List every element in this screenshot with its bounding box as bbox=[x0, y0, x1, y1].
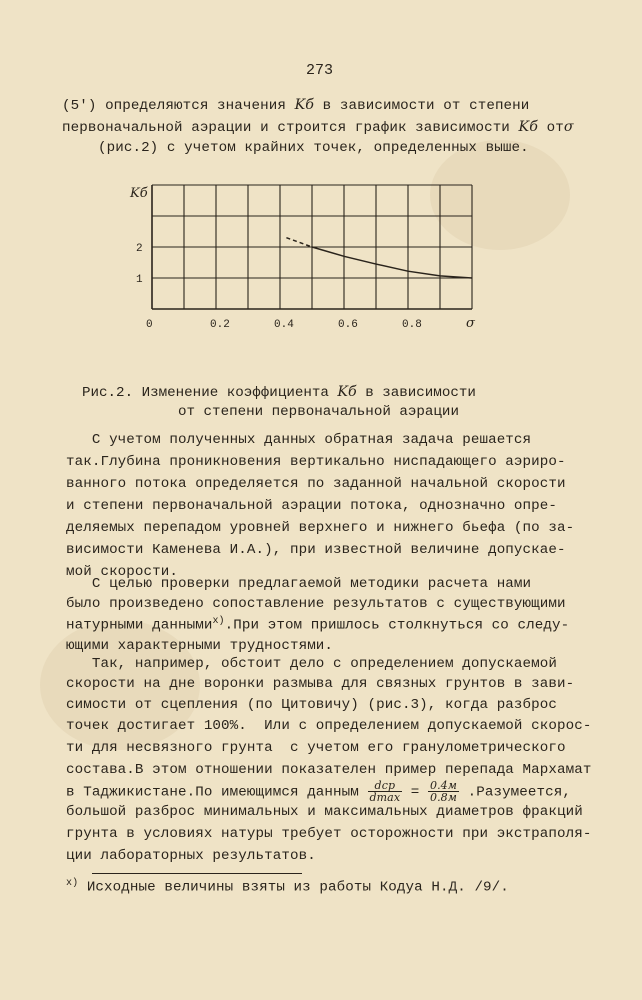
para2-line: было произведено сопоставление результатов с существующими bbox=[66, 596, 566, 612]
x-tick-label: 0.4 bbox=[274, 319, 294, 331]
chart-kb-vs-sigma bbox=[0, 0, 642, 380]
caption-text: в зависимости bbox=[356, 385, 476, 401]
para1-line: ванного потока определяется по заданной начальной скорости bbox=[66, 476, 566, 492]
page-number: 273 bbox=[306, 62, 334, 79]
y-axis-label: Kб bbox=[130, 186, 148, 201]
series-line-solid bbox=[312, 247, 472, 278]
fraction-denominator: dmax bbox=[369, 791, 401, 804]
footnote-mark: x) bbox=[66, 878, 79, 889]
para2-line-3 bbox=[66, 616, 569, 634]
para1-line: деляемых перепадом уровней верхнего и нижнего бьефа (по за- bbox=[66, 520, 575, 536]
para1-line: так.Глубина проникновения вертикально ниспадающего аэриро- bbox=[66, 454, 566, 470]
para3-line: ти для несвязного грунта с учетом его гранулометрического bbox=[66, 740, 566, 756]
footnote-rule bbox=[92, 873, 302, 874]
intro-text: (5') определяются значения bbox=[62, 98, 295, 114]
para1-line: С учетом полученных данных обратная задача решается bbox=[66, 432, 532, 448]
x-tick-label: 0.2 bbox=[210, 319, 230, 331]
para3-line: грунта в условиях натуры требует осторожности при экстраполя- bbox=[66, 826, 592, 842]
para3-line: скорости на дне воронки размыва для связных грунтов в зави- bbox=[66, 676, 575, 692]
para3-text: в Таджикистане.По имеющимся данным bbox=[66, 784, 368, 801]
figure-caption-line-2: от степени первоначальной аэрации bbox=[178, 404, 459, 420]
para2-line: С целью проверки предлагаемой методики расчета нами bbox=[66, 576, 532, 592]
footnote-ref: x) bbox=[212, 616, 225, 627]
para1-line: мой скорости. bbox=[66, 564, 178, 580]
y-tick-label: 1 bbox=[136, 274, 143, 286]
y-tick-label: 2 bbox=[136, 243, 143, 255]
para3-line: состава.В этом отношении показателен пример перепада Мархамат bbox=[66, 762, 592, 778]
para3-line: симости от сцепления (по Цитовичу) (рис.3), когда разброс bbox=[66, 697, 557, 713]
symbol-kb: Kб bbox=[518, 119, 539, 135]
footnote-text: Исходные величины взяты из работы Кодуа Н.Д. /9/. bbox=[78, 879, 509, 896]
para2-line: ющими характерными трудностями. bbox=[66, 638, 334, 654]
intro-text: в зависимости от степени bbox=[314, 98, 530, 114]
intro-line-3: (рис.2) с учетом крайних точек, определенных выше. bbox=[98, 140, 529, 156]
equals-sign: = bbox=[402, 784, 428, 801]
para3-line-7 bbox=[66, 780, 571, 803]
series-line-dashed bbox=[286, 238, 312, 247]
footnote bbox=[66, 878, 509, 896]
symbol-kb: Kб bbox=[337, 384, 357, 400]
fraction-numerator: 0.4м bbox=[429, 779, 457, 792]
para1-line: и степени первоначальной аэрации потока, однозначно опре- bbox=[66, 498, 557, 514]
para2-text: .При этом пришлось столкнуться со следу- bbox=[224, 617, 570, 634]
symbol-sigma: σ bbox=[563, 119, 574, 135]
para3-line: ции лабораторных результатов. bbox=[66, 848, 316, 864]
intro-text: первоначальной аэрации и строится график зависимости bbox=[62, 120, 519, 136]
para3-line: большой разброс минимальных и максимальных диаметров фракций bbox=[66, 804, 583, 820]
para3-text: .Разумеется, bbox=[459, 784, 571, 801]
intro-text: от bbox=[538, 120, 564, 136]
x-tick-label: 0 bbox=[146, 319, 153, 331]
fraction-d-ratio bbox=[368, 780, 403, 803]
para2-text: натурными данными bbox=[66, 617, 213, 634]
x-tick-label: 0.8 bbox=[402, 319, 422, 331]
para3-line: точек достигает 100%. Или с определением допускаемой скорос- bbox=[66, 718, 592, 734]
symbol-kb: Kб bbox=[294, 97, 315, 113]
fraction-numerator: dср bbox=[368, 780, 403, 792]
x-tick-label: 0.6 bbox=[338, 319, 358, 331]
caption-text: Рис.2. Изменение коэффициента bbox=[82, 385, 338, 401]
para1-line: висимости Каменева И.А.), при известной величине допускае- bbox=[66, 542, 566, 558]
para3-line: Так, например, обстоит дело с определением допускаемой bbox=[66, 656, 557, 672]
fraction-denominator: 0.8м bbox=[429, 791, 457, 804]
fraction-values bbox=[428, 780, 459, 803]
x-axis-label: σ bbox=[466, 316, 475, 331]
figure-caption-line-1 bbox=[82, 384, 476, 401]
